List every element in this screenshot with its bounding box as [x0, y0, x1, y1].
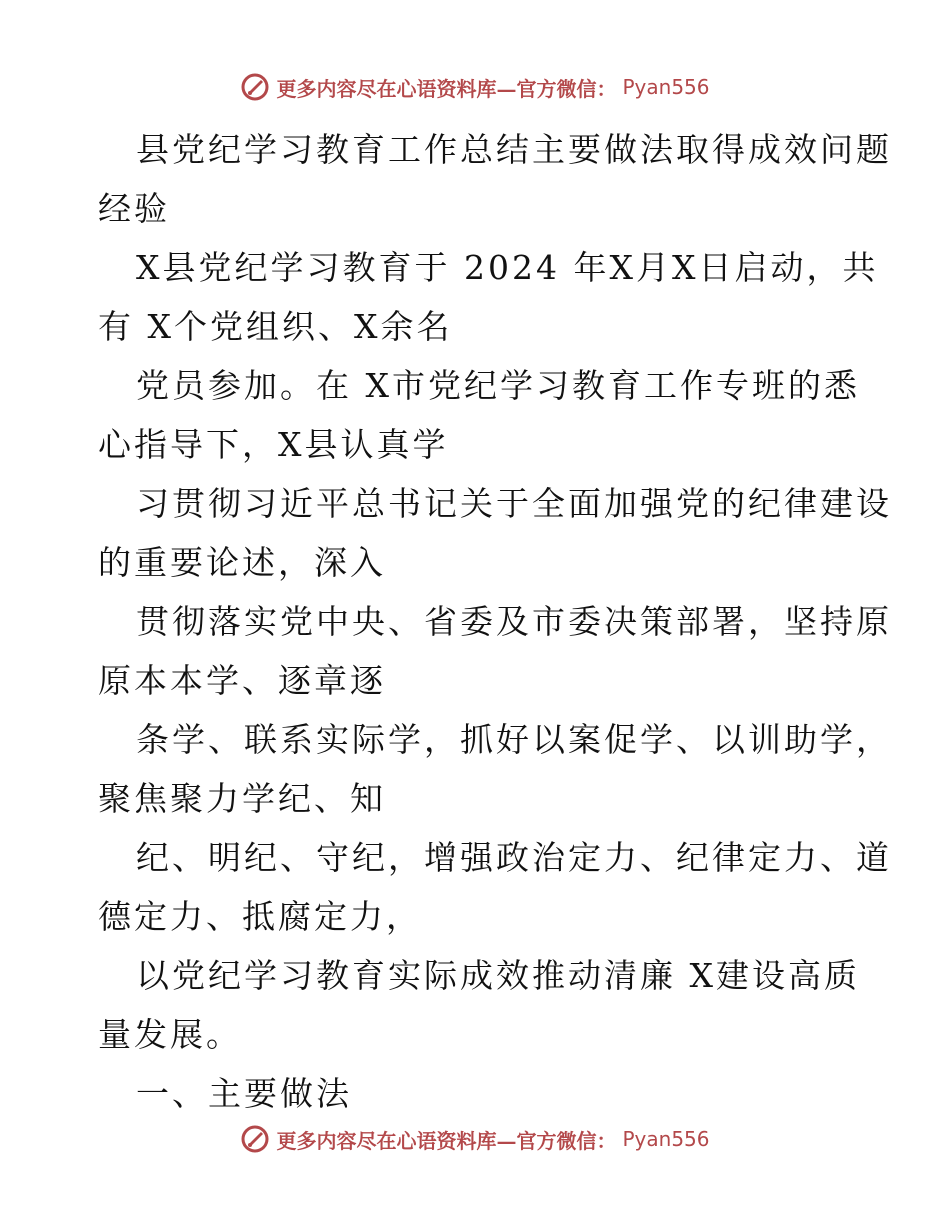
document-body [98, 120, 892, 1123]
text-line: 以党纪学习教育实际成效推动清廉 X建设高质 [136, 956, 860, 995]
text-line: X县党纪学习教育于 2024 年X月X日启动，共 [136, 248, 879, 287]
text-line: 德定力、抵腐定力， [98, 897, 422, 936]
watermark-wechat-id: Pyan556 [622, 75, 710, 99]
text-line: 习贯彻习近平总书记关于全面加强党的纪律建设 [136, 484, 892, 523]
watermark-wechat-id: Pyan556 [622, 1127, 710, 1151]
text-line: 聚焦聚力学纪、知 [98, 779, 386, 818]
text-line: 党员参加。在 X市党纪学习教育工作专班的悉 [136, 366, 860, 405]
logo-icon [240, 1124, 270, 1154]
watermark-footer [0, 1124, 950, 1154]
text-line: 一、主要做法 [136, 1074, 352, 1113]
text-line: 心指导下，X县认真学 [98, 425, 449, 464]
text-line: 贯彻落实党中央、省委及市委决策部署，坚持原 [136, 602, 892, 641]
watermark-header [0, 72, 950, 102]
text-line: 经验 [98, 189, 170, 228]
text-line: 条学、联系实际学，抓好以案促学、以训助学， [136, 720, 892, 759]
logo-icon [240, 72, 270, 102]
text-line: 量发展。 [98, 1015, 242, 1054]
watermark-text: 更多内容尽在心语资料库—官方微信： [276, 1128, 617, 1153]
text-line: 县党纪学习教育工作总结主要做法取得成效问题 [136, 130, 892, 169]
watermark-text: 更多内容尽在心语资料库—官方微信： [276, 76, 617, 101]
text-line: 的重要论述，深入 [98, 543, 386, 582]
text-line: 纪、明纪、守纪，增强政治定力、纪律定力、道 [136, 838, 892, 877]
text-line: 有 X个党组织、X余名 [98, 307, 453, 346]
text-line: 原本本学、逐章逐 [98, 661, 386, 700]
